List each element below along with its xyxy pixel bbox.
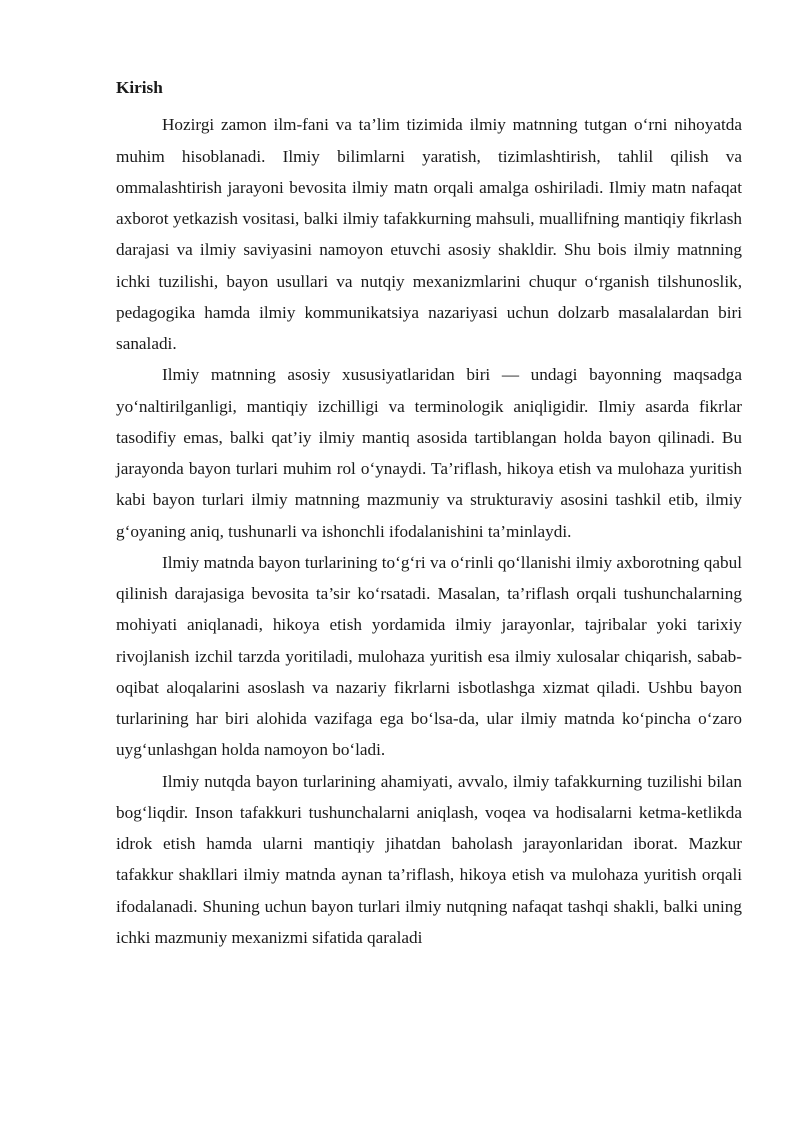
paragraph-4: Ilmiy nutqda bayon turlarining ahamiyati, avvalo, ilmiy tafakkurning tuzilishi bilan bog‘liqdir. Inson tafakkuri tushunchalarni aniqlash, voqea va hodisalarni ketma-ketlikda idrok etish hamda ularni mantiqiy jihatdan baholash jarayonlaridan iborat. Mazkur tafakkur shakllari ilmiy matnda aynan ta’riflash, hikoya etish va mulohaza yuritish orqali ifodalanadi. Shuning uchun bayon turlari ilmiy nutqning nafaqat tashqi shakli, balki uning ichki mazmuniy mexanizmi sifatida qaraladi: [116, 771, 742, 947]
paragraph-1: Hozirgi zamon ilm-fani va ta’lim tizimida ilmiy matnning tutgan o‘rni nihoyatda muhim hisoblanadi. Ilmiy bilimlarni yaratish, tizimlashtirish, tahlil qilish va ommalashtirish jarayoni bevosita ilmiy matn orqali amalga oshiriladi. Ilmiy matn nafaqat axborot yetkazish vositasi, balki ilmiy tafakkurning mahsuli, muallifning mantiqiy fikrlash darajasi va ilmiy saviyasini namoyon etuvchi asosiy shakldir. Shu bois ilmiy matnning ichki tuzilishi, bayon usullari va nutqiy mexanizmlarini chuqur o‘rganish tilshunoslik, pedagogika hamda ilmiy kommunikatsiya nazariyasi uchun dolzarb masalalardan biri sanaladi.: [116, 115, 742, 353]
paragraph-2: Ilmiy matnning asosiy xususiyatlaridan biri — undagi bayonning maqsadga yo‘naltirilganligi, mantiqiy izchilligi va terminologik aniqligidir. Ilmiy asarda fikrlar tasodifiy emas, balki qat’iy ilmiy mantiq asosida tartiblangan holda bayon qilinadi. Bu jarayonda bayon turlari muhim rol o‘ynaydi. Ta’riflash, hikoya etish va mulohaza yuritish kabi bayon turlari ilmiy matnning mazmuniy va strukturaviy asosini tashkil etib, ilmiy g‘oyaning aniq, tushunarli va ishonchli ifodalanishini ta’minlaydi.: [116, 365, 742, 541]
document-body: [116, 72, 742, 953]
section-heading: Kirish: [116, 78, 163, 97]
paragraph-3: Ilmiy matnda bayon turlarining to‘g‘ri va o‘rinli qo‘llanishi ilmiy axborotning qabul qilinish darajasiga bevosita ta’sir ko‘rsatadi. Masalan, ta’riflash orqali tushunchalarning mohiyati aniqlanadi, hikoya etish yordamida ilmiy jarayonlar, tajribalar yoki tarixiy rivojlanish izchil tarzda yoritiladi, mulohaza yuritish esa ilmiy xulosalar chiqarish, sabab-oqibat aloqalarini asoslash va nazariy fikrlarni isbotlashga xizmat qiladi. Ushbu bayon turlarining har biri alohida vazifaga ega bo‘lsa-da, ular ilmiy matnda ko‘pincha o‘zaro uyg‘unlashgan holda namoyon bo‘ladi.: [116, 552, 742, 760]
